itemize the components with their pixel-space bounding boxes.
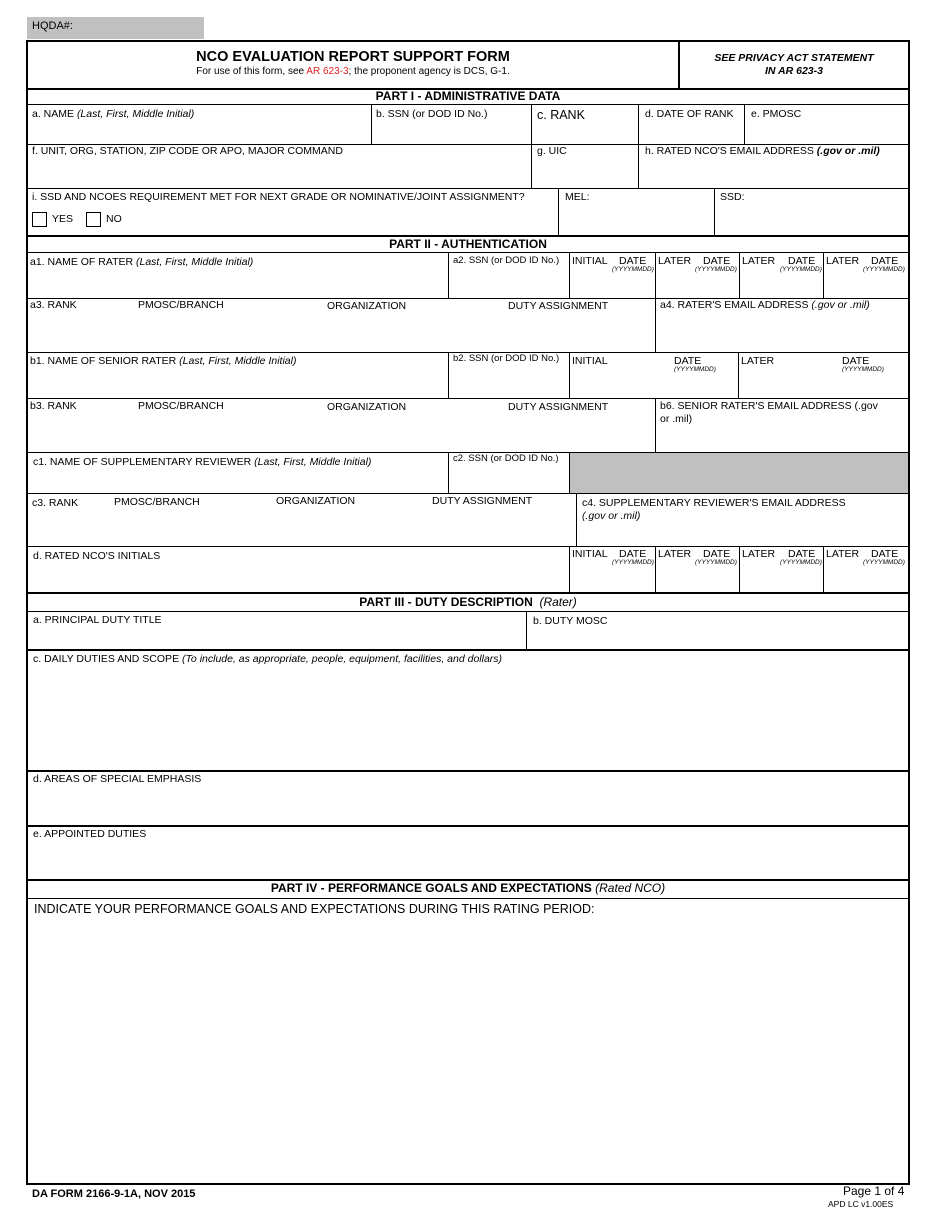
duty-mosc-input[interactable]	[528, 628, 908, 648]
nco-later2-date-format: (YYYYMMDD)	[780, 559, 822, 566]
supplementary-reviewer-rank-label: c3. RANK	[32, 497, 79, 509]
rank-input[interactable]	[533, 122, 637, 142]
supplementary-reviewer-duty-assignment-label: DUTY ASSIGNMENT	[432, 495, 533, 507]
rater-initial-date-label: DATE	[619, 255, 647, 267]
hqda-label: HQDA#:	[32, 20, 73, 32]
rater-later2-date-format: (YYYYMMDD)	[780, 266, 822, 273]
rater-initial-label: INITIAL	[572, 255, 608, 267]
rated-nco-email-input[interactable]	[640, 160, 908, 186]
part1-date-of-rank-label: d. DATE OF RANK	[645, 108, 734, 120]
supplementary-reviewer-email-hint: (.gov or .mil)	[582, 510, 641, 522]
senior-rater-email-label-1: b6. SENIOR RATER'S EMAIL ADDRESS (.gov	[660, 400, 878, 412]
rater-rank-input[interactable]	[28, 314, 654, 350]
version-label: APD LC v1.00ES	[828, 1199, 894, 1209]
senior-rater-email-input[interactable]	[657, 428, 908, 450]
part1-email-label: h. RATED NCO'S EMAIL ADDRESS (.gov or .mil)	[645, 145, 880, 157]
senior-rater-later-date-format: (YYYYMMDD)	[842, 366, 884, 373]
part1-title: PART I - ADMINISTRATIVE DATA	[375, 89, 561, 103]
senior-rater-later-label: LATER	[741, 355, 775, 367]
appointed-duties-label: e. APPOINTED DUTIES	[33, 828, 147, 840]
form-subtitle: For use of this form, see AR 623-3; the proponent agency is DCS, G-1.	[196, 66, 510, 77]
nco-later2-label: LATER	[742, 548, 776, 560]
rater-later3-label: LATER	[826, 255, 860, 267]
supplementary-reviewer-organization-label: ORGANIZATION	[276, 495, 356, 507]
regulation-link[interactable]: AR 623-3	[306, 66, 349, 77]
rater-pmosc-label: PMOSC/BRANCH	[138, 299, 224, 311]
rater-ssn-input[interactable]	[450, 272, 568, 296]
nco-later2-date-input[interactable]	[741, 570, 822, 590]
rater-organization-label: ORGANIZATION	[327, 300, 407, 312]
nco-later1-date-input[interactable]	[657, 570, 738, 590]
ssd-input[interactable]	[716, 205, 908, 233]
privacy-act-statement-line1: SEE PRIVACY ACT STATEMENT	[714, 52, 874, 64]
rater-rank-label: a3. RANK	[30, 299, 77, 311]
performance-goals-instruction: INDICATE YOUR PERFORMANCE GOALS AND EXPECTATIONS DURING THIS RATING PERIOD:	[34, 902, 595, 916]
senior-rater-ssn-label: b2. SSN (or DOD ID No.)	[453, 353, 560, 364]
privacy-act-statement-line2: IN AR 623-3	[765, 65, 823, 77]
supplementary-reviewer-ssn-label: c2. SSN (or DOD ID No.)	[453, 453, 559, 464]
performance-goals-input[interactable]	[28, 920, 908, 1182]
page-number: Page 1 of 4	[843, 1184, 905, 1198]
senior-rater-organization-label: ORGANIZATION	[327, 401, 407, 413]
nco-later1-label: LATER	[658, 548, 692, 560]
senior-rater-pmosc-label: PMOSC/BRANCH	[138, 400, 224, 412]
senior-rater-duty-assignment-label: DUTY ASSIGNMENT	[508, 401, 609, 413]
mel-input[interactable]	[560, 205, 713, 233]
supplementary-reviewer-email-label: c4. SUPPLEMENTARY REVIEWER'S EMAIL ADDRESS	[582, 497, 846, 509]
part1-rank-label: c. RANK	[537, 108, 585, 122]
senior-rater-rank-label: b3. RANK	[30, 400, 77, 412]
part1-pmosc-label: e. PMOSC	[751, 108, 802, 120]
senior-rater-later-date-input[interactable]	[740, 376, 908, 396]
rater-later1-date-input[interactable]	[657, 276, 738, 296]
part1-name-label: a. NAME (Last, First, Middle Initial)	[32, 108, 195, 120]
rater-initial-date-format: (YYYYMMDD)	[612, 266, 654, 273]
rater-name-label: a1. NAME OF RATER (Last, First, Middle Initial)	[30, 256, 254, 268]
part2-title: PART II - AUTHENTICATION	[389, 237, 547, 251]
supplementary-reviewer-name-input[interactable]	[28, 470, 447, 492]
rater-later3-date-input[interactable]	[825, 276, 908, 296]
senior-rater-initial-date-format: (YYYYMMDD)	[674, 366, 716, 373]
rated-nco-initials-label: d. RATED NCO'S INITIALS	[33, 550, 161, 562]
part3-title: PART III - DUTY DESCRIPTION (Rater)	[359, 595, 577, 609]
rater-name-input[interactable]	[28, 272, 447, 296]
part1-unit-label: f. UNIT, ORG, STATION, ZIP CODE OR APO, MAJOR COMMAND	[32, 145, 343, 157]
supplementary-reviewer-rank-input[interactable]	[28, 512, 575, 544]
nco-later2-date-label: DATE	[788, 548, 816, 560]
nco-later3-date-input[interactable]	[825, 570, 908, 590]
senior-rater-initial-date-input[interactable]	[571, 376, 737, 396]
rater-later1-date-format: (YYYYMMDD)	[695, 266, 737, 273]
nco-initial-date-format: (YYYYMMDD)	[612, 559, 654, 566]
rater-later2-date-input[interactable]	[741, 276, 822, 296]
supplementary-reviewer-email-input[interactable]	[578, 524, 908, 544]
form-title: NCO EVALUATION REPORT SUPPORT FORM	[196, 49, 510, 65]
supplementary-reviewer-pmosc-label: PMOSC/BRANCH	[114, 496, 200, 508]
rater-initial-date-input[interactable]	[571, 276, 654, 296]
part4-title: PART IV - PERFORMANCE GOALS AND EXPECTATIONS (Rated NCO)	[270, 881, 666, 895]
nco-later1-date-label: DATE	[703, 548, 731, 560]
part1-uic-label: g. UIC	[537, 145, 567, 157]
nco-later3-date-label: DATE	[871, 548, 899, 560]
senior-rater-email-label-2: or .mil)	[660, 413, 693, 425]
rater-later2-label: LATER	[742, 255, 776, 267]
rater-duty-assignment-label: DUTY ASSIGNMENT	[508, 300, 609, 312]
senior-rater-initial-date-label: DATE	[674, 355, 702, 367]
date-of-rank-input[interactable]	[640, 122, 743, 142]
yes-label: YES	[52, 213, 74, 225]
supplementary-reviewer-ssn-input[interactable]	[450, 470, 568, 492]
nco-initial-date-input[interactable]	[571, 570, 654, 590]
supplementary-reviewer-name-label: c1. NAME OF SUPPLEMENTARY REVIEWER (Last, First, Middle Initial)	[33, 456, 372, 468]
unit-input[interactable]	[28, 160, 530, 186]
yes-checkbox[interactable]	[32, 212, 47, 227]
uic-input[interactable]	[533, 160, 637, 186]
senior-rater-later-date-label: DATE	[842, 355, 870, 367]
no-label: NO	[106, 213, 122, 225]
rater-email-input[interactable]	[657, 314, 908, 350]
principal-duty-title-label: a. PRINCIPAL DUTY TITLE	[33, 614, 162, 626]
nco-initial-label: INITIAL	[572, 548, 608, 560]
part1-ssd-ncoes-label: i. SSD AND NCOES REQUIREMENT MET FOR NEXT GRADE OR NOMINATIVE/JOINT ASSIGNMENT?	[32, 191, 525, 203]
ssn-input[interactable]	[373, 122, 530, 142]
nco-later3-label: LATER	[826, 548, 860, 560]
rater-later3-date-label: DATE	[871, 255, 899, 267]
rater-later1-date-label: DATE	[703, 255, 731, 267]
form-number: DA FORM 2166-9-1A, NOV 2015	[32, 1188, 196, 1200]
senior-rater-name-input[interactable]	[28, 370, 447, 396]
daily-duties-input[interactable]	[28, 668, 908, 768]
senior-rater-ssn-input[interactable]	[450, 370, 568, 396]
shaded-area	[570, 453, 908, 493]
rated-nco-initials-input[interactable]	[28, 566, 568, 590]
hqda-number-field[interactable]	[27, 17, 204, 39]
rater-later1-label: LATER	[658, 255, 692, 267]
rater-email-label: a4. RATER'S EMAIL ADDRESS (.gov or .mil)	[660, 299, 870, 311]
daily-duties-label: c. DAILY DUTIES AND SCOPE (To include, as appropriate, people, equipment, facilities, and dollars)	[33, 653, 503, 665]
appointed-duties-input[interactable]	[28, 843, 908, 877]
part1-ssn-label: b. SSN (or DOD ID No.)	[376, 108, 488, 120]
nco-initial-date-label: DATE	[619, 548, 647, 560]
pmosc-input[interactable]	[746, 122, 908, 142]
senior-rater-rank-input[interactable]	[28, 416, 654, 450]
nco-later3-date-format: (YYYYMMDD)	[863, 559, 905, 566]
ssd-label: SSD:	[720, 191, 745, 203]
senior-rater-initial-label: INITIAL	[572, 355, 608, 367]
special-emphasis-label: d. AREAS OF SPECIAL EMPHASIS	[33, 773, 202, 785]
duty-mosc-label: b. DUTY MOSC	[533, 615, 608, 627]
nco-later1-date-format: (YYYYMMDD)	[695, 559, 737, 566]
rater-later3-date-format: (YYYYMMDD)	[863, 266, 905, 273]
principal-duty-title-input[interactable]	[28, 628, 525, 648]
mel-label: MEL:	[565, 191, 590, 203]
rater-later2-date-label: DATE	[788, 255, 816, 267]
no-checkbox[interactable]	[86, 212, 101, 227]
special-emphasis-input[interactable]	[28, 788, 908, 824]
rater-ssn-label: a2. SSN (or DOD ID No.)	[453, 255, 560, 266]
name-input[interactable]	[28, 122, 370, 142]
senior-rater-name-label: b1. NAME OF SENIOR RATER (Last, First, Middle Initial)	[30, 355, 297, 367]
